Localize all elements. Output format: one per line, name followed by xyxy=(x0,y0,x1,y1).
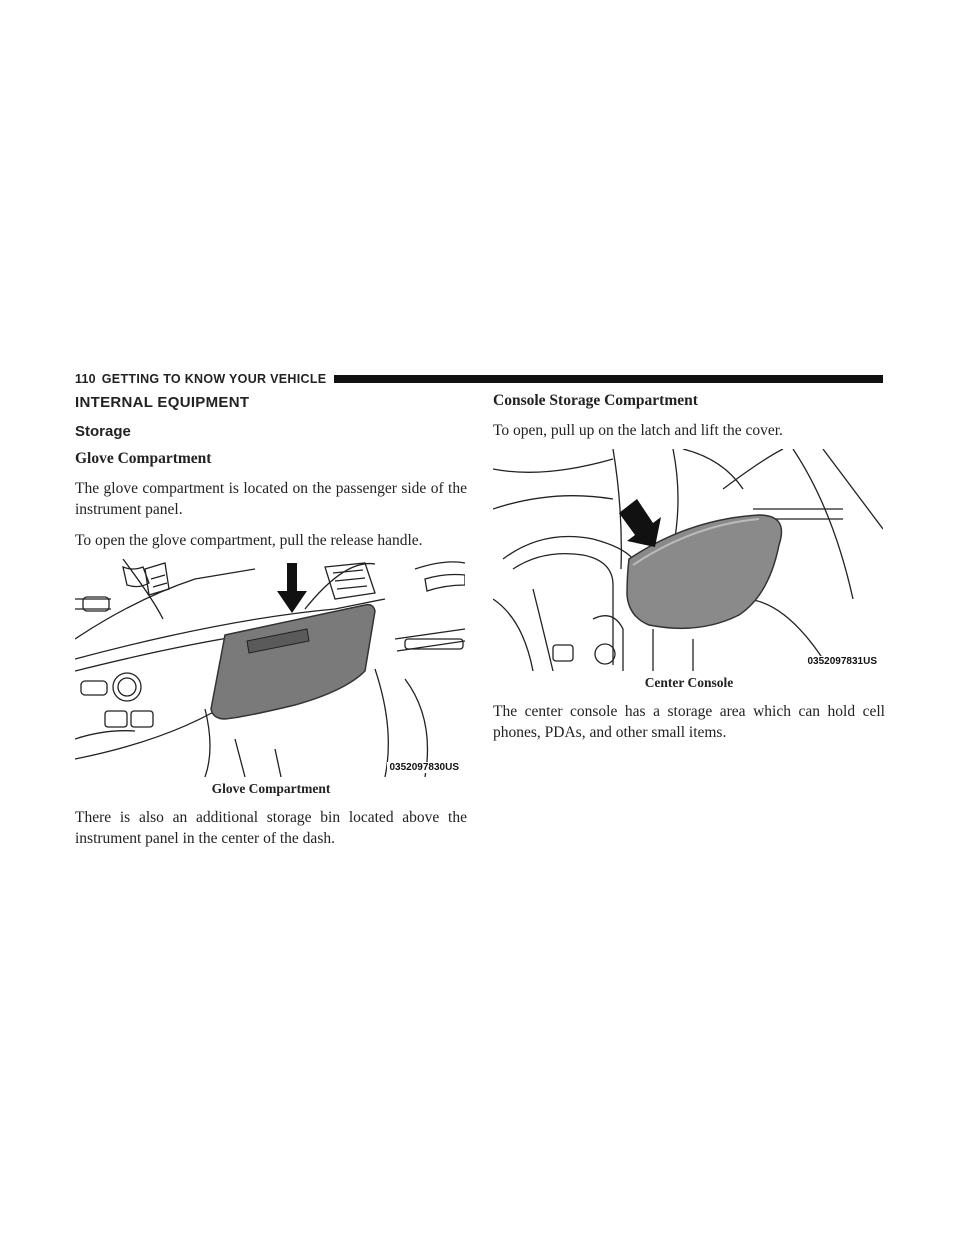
figure-caption: Glove Compartment xyxy=(211,781,331,796)
subsection-title: Storage xyxy=(75,423,131,440)
console-paragraph-1: To open, pull up on the latch and lift the cover. xyxy=(493,422,783,439)
header-rule xyxy=(334,375,883,383)
glove-paragraph-1: The glove compartment is located on the passenger side of the instrument panel. xyxy=(75,480,467,518)
glove-paragraph-3: There is also an additional storage bin located above the instrument panel in the center of the dash. xyxy=(75,809,467,847)
figure-code: 0352097830US xyxy=(389,762,459,773)
glove-paragraph-2: To open the glove compartment, pull the release handle. xyxy=(75,532,423,549)
chapter-title: GETTING TO KNOW YOUR VEHICLE xyxy=(101,372,327,386)
left-column xyxy=(75,392,467,859)
console-paragraph-2: The center console has a storage area which can hold cell phones, PDAs, and other small items. xyxy=(493,703,885,741)
page-header xyxy=(75,370,883,388)
glove-compartment-drawing xyxy=(75,559,465,777)
console-storage-heading: Console Storage Compartment xyxy=(493,392,698,409)
section-title: INTERNAL EQUIPMENT xyxy=(75,394,250,411)
figure-code: 0352097831US xyxy=(807,656,877,667)
center-console-illustration xyxy=(493,449,883,671)
right-column xyxy=(493,392,885,753)
glove-compartment-heading: Glove Compartment xyxy=(75,450,212,467)
figure-caption: Center Console xyxy=(644,675,734,690)
center-console-drawing xyxy=(493,449,883,671)
page-number: 110 xyxy=(75,372,96,386)
glove-compartment-illustration xyxy=(75,559,465,777)
